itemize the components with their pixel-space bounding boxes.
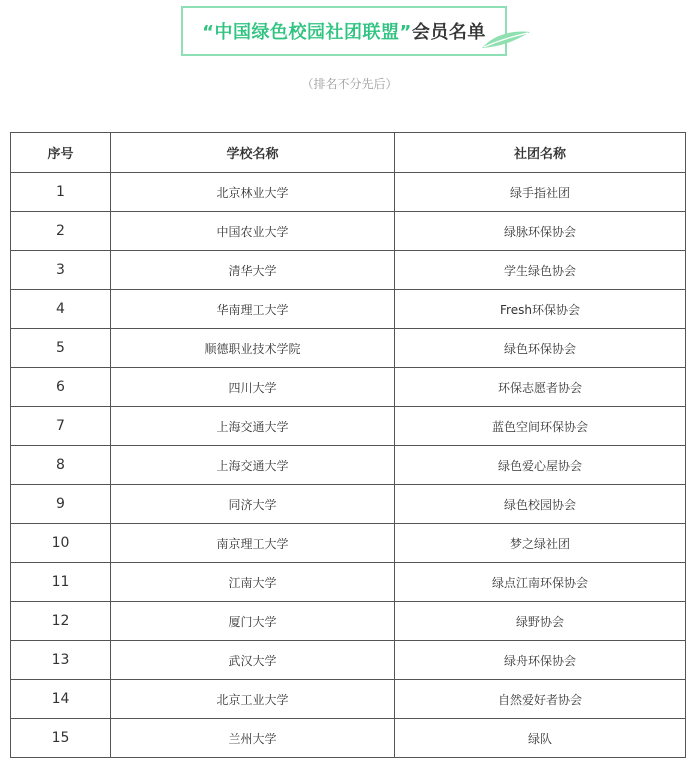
row-number: 3 [11,251,111,290]
school-name: 上海交通大学 [111,407,395,446]
club-name: 绿点江南环保协会 [395,563,686,602]
school-name: 华南理工大学 [111,290,395,329]
club-name: 绿色校园协会 [395,485,686,524]
table-row [11,641,686,680]
school-name: 北京工业大学 [111,680,395,719]
row-number: 10 [11,524,111,563]
table-row [11,485,686,524]
club-name: 绿舟环保协会 [395,641,686,680]
school-name: 北京林业大学 [111,173,395,212]
club-name: 蓝色空间环保协会 [395,407,686,446]
table-row [11,680,686,719]
column-header-number: 序号 [11,133,111,173]
row-number: 8 [11,446,111,485]
row-number: 9 [11,485,111,524]
club-name: 绿色环保协会 [395,329,686,368]
row-number: 1 [11,173,111,212]
table-header-row [11,133,686,173]
row-number: 14 [11,680,111,719]
school-name: 四川大学 [111,368,395,407]
school-name: 南京理工大学 [111,524,395,563]
leaf-icon [480,28,532,52]
row-number: 11 [11,563,111,602]
page-title [202,18,486,44]
subtitle: （排名不分先后） [301,77,398,91]
table-row [11,719,686,758]
column-header-school: 学校名称 [111,133,395,173]
table-row [11,407,686,446]
club-name: 绿队 [395,719,686,758]
table-row [11,446,686,485]
club-name: 学生绿色协会 [395,251,686,290]
table-row [11,173,686,212]
club-name: 环保志愿者协会 [395,368,686,407]
row-number: 15 [11,719,111,758]
row-number: 4 [11,290,111,329]
row-number: 7 [11,407,111,446]
table-row [11,368,686,407]
school-name: 武汉大学 [111,641,395,680]
table-row [11,563,686,602]
club-name: 绿脉环保协会 [395,212,686,251]
school-name: 中国农业大学 [111,212,395,251]
school-name: 上海交通大学 [111,446,395,485]
title-accent: “中国绿色校园社团联盟” [202,22,412,43]
row-number: 6 [11,368,111,407]
club-name: 梦之绿社团 [395,524,686,563]
table-row [11,290,686,329]
title-rest: 会员名单 [411,22,486,43]
column-header-club: 社团名称 [395,133,686,173]
club-name: 绿色爱心屋协会 [395,446,686,485]
school-name: 兰州大学 [111,719,395,758]
club-name: 绿野协会 [395,602,686,641]
school-name: 清华大学 [111,251,395,290]
table-row [11,329,686,368]
row-number: 12 [11,602,111,641]
row-number: 5 [11,329,111,368]
school-name: 同济大学 [111,485,395,524]
table-row [11,524,686,563]
club-name: 自然爱好者协会 [395,680,686,719]
row-number: 13 [11,641,111,680]
table-row [11,212,686,251]
school-name: 厦门大学 [111,602,395,641]
club-name: Fresh环保协会 [395,290,686,329]
school-name: 江南大学 [111,563,395,602]
member-table [10,132,686,758]
table-row [11,602,686,641]
row-number: 2 [11,212,111,251]
table-row [11,251,686,290]
school-name: 顺德职业技术学院 [111,329,395,368]
club-name: 绿手指社团 [395,173,686,212]
title-box [181,6,507,56]
